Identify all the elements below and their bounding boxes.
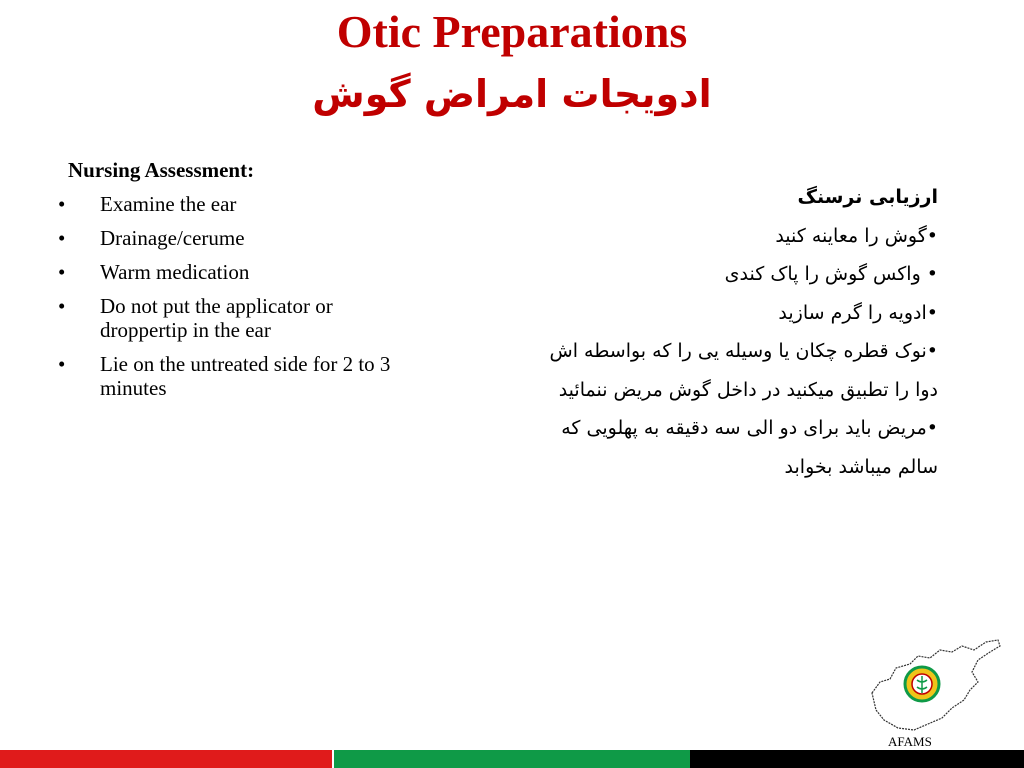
list-item	[58, 294, 408, 342]
org-label: AFAMS	[888, 734, 932, 749]
list-item-text: Lie on the untreated side for 2 to 3 minutes	[100, 352, 391, 400]
bullet: •	[58, 226, 66, 250]
dari-item: •گوش را معاینه کنید	[775, 224, 938, 247]
slide-subtitle: ادویجات امراض گوش	[312, 72, 712, 116]
flag-black-segment	[690, 750, 1024, 768]
dari-column	[540, 178, 938, 486]
dari-item: •ادویه را گرم سازید	[778, 301, 938, 324]
flag-red-segment	[0, 750, 332, 768]
bullet: •	[58, 192, 66, 216]
list-item-text: Drainage/cerume	[100, 226, 245, 250]
list-item	[58, 226, 408, 250]
flag-green-segment	[334, 750, 690, 768]
list-item-text: Warm medication	[100, 260, 250, 284]
list-item-text: Examine the ear	[100, 192, 237, 216]
bullet: •	[58, 260, 66, 284]
list-item-text: Do not put the applicator or droppertip in the ear	[100, 294, 333, 342]
assessment-list	[58, 192, 408, 400]
bullet: •	[58, 294, 66, 318]
bullet: •	[58, 352, 66, 376]
assessment-heading: Nursing Assessment:	[68, 158, 255, 182]
list-item	[58, 260, 408, 284]
dari-item: •مریض باید برای دو الی سه دقیقه به پهلویی که سالم میباشد بخوابد	[561, 417, 938, 478]
list-item	[58, 192, 408, 216]
list-item	[58, 352, 408, 400]
dari-item: • واکس گوش را پاک کندی	[724, 263, 938, 285]
slide-title: Otic Preparations	[336, 6, 688, 57]
flag-bar	[0, 750, 1024, 768]
dari-heading: ارزیابی نرسنگ	[797, 186, 938, 208]
english-column	[58, 158, 408, 410]
dari-item: •نوک قطره چکان یا وسیله یی را که بواسطه اش دوا را تطبیق میکنید در داخل گوش مریض ننمائید	[549, 340, 938, 401]
afghanistan-map-logo	[866, 638, 1002, 736]
